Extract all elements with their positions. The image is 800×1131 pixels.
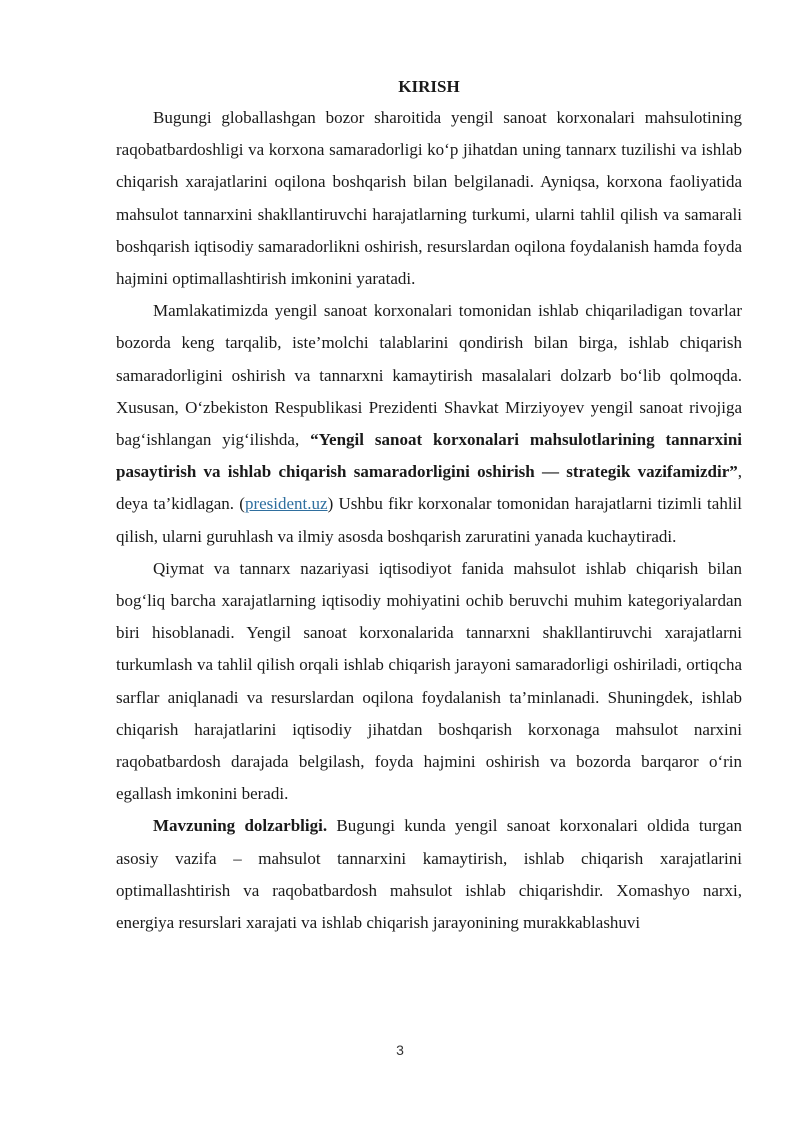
relevance-heading: Mavzuning dolzarbligi. [153,816,328,836]
paragraph-2 [116,295,742,553]
paragraph-2-intro: Mamlakatimizda yengil sanoat korxonalari tomonidan ishlab chiqariladigan tovarlar bozorda keng tarqalib, iste’molchi talablarini qondirish bilan birga, ishlab chiqarish samaradorligini oshirish va tannarxni kamaytirish masalalari dolzarb bo‘lib qolmoqda. Xususan, O‘zbekiston Respublikasi Prezidenti Shavkat Mirziyoyev yengil sanoat rivojiga bag‘ishlangan yig‘ilishda, [116,301,742,450]
paragraph-2-mid: , deya ta’kidlagan. ( [116,462,742,514]
paragraph-1: Bugungi globallashgan bozor sharoitida yengil sanoat korxonalari mahsulotining raqobatbardoshligi va korxona samaradorligi ko‘p jihatdan uning tannarx tuzilishi va ishlab chiqarish xarajatlarini oqilona boshqarish bilan belgilanadi. Ayniqsa, korxona faoliyatida mahsulot tannarxini shakllantiruvchi harajatlarning turkumi, ularni tahlil qilish va samarali boshqarish iqtisodiy samaradorlikni oshirish, resurslardan oqilona foydalanish hamda foyda hajmini optimallashtirish imkonini yaratadi. [116,108,742,289]
paragraph-2-end: ) Ushbu fikr korxonalar tomonidan harajatlarni tizimli tahlil qilish, ularni guruhlash va ilmiy asosda boshqarish zaruratini yanada kuchaytiradi. [116,494,742,546]
page-number: 3 [396,1042,404,1058]
paragraph-4 [116,810,742,939]
paragraph-4-text: Bugungi kunda yengil sanoat korxonalari oldida turgan asosiy vazifa – mahsulot tannarxini kamaytirish, ishlab chiqarish xarajatlarini optimallashtirish va raqobatbardosh mahsulot ishlab chiqarishdir. Xomashyo narxi, energiya resurslari xarajati va ishlab chiqarish jarayonining murakkablashuvi [116,816,742,933]
section-title: KIRISH [398,77,460,96]
president-quote: “Yengil sanoat korxonalari mahsulotlarining tannarxini pasaytirish va ishlab chiqarish samaradorligini oshirish — strategik vazifamizdir” [116,430,742,482]
paragraph-3: Qiymat va tannarx nazariyasi iqtisodiyot fanida mahsulot ishlab chiqarish bilan bog‘liq barcha xarajatlarning iqtisodiy mohiyatini ochib beruvchi muhim kategoriyalardan biri hisoblanadi. Yengil sanoat korxonalarida tannarxni shakllantiruvchi xarajatlarni turkumlash va tahlil qilish orqali ishlab chiqarish jarayoni samaradorligi oshiriladi, ortiqcha sarflar aniqlanadi va resurslardan oqilona foydalanish ta’minlanadi. Shuningdek, ishlab chiqarish harajatlarini iqtisodiy jihatdan boshqarish korxonaga mahsulot narxini raqobatbardosh darajada belgilash, foyda hajmini oshirish va bozorda barqaror o‘rin egallash imkonini beradi. [116,558,742,804]
source-link[interactable]: president.uz [244,494,328,514]
document-page [116,72,742,939]
